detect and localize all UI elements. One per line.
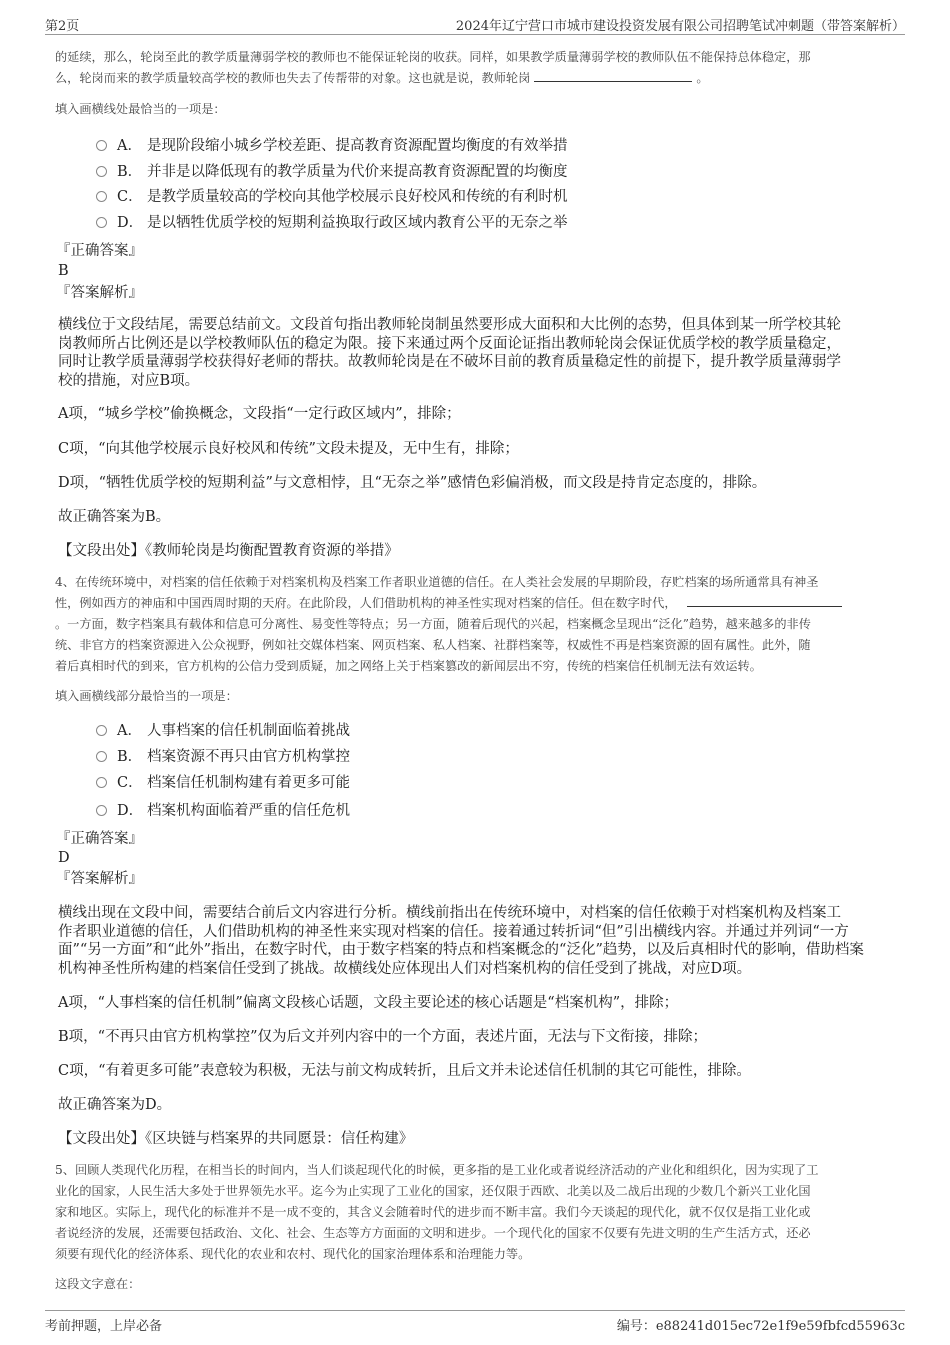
q3-tail-line-2: 么，轮岗而来的教学质量较高学校的教师也失去了传帮带的对象。这也就是说，教师轮岗 。 [55, 71, 709, 85]
q3-option-a[interactable]: A． 是现阶段缩小城乡学校差距、提高教育资源配置均衡度的有效举措 [96, 135, 568, 157]
q3-source: 【文段出处】《教师轮岗是均衡配置教育资源的举措》 [58, 543, 399, 559]
fill-blank [687, 594, 842, 607]
q4-analysis-label: 『答案解析』 [56, 871, 143, 887]
q4-explain-a: A项，“人事档案的信任机制”偏离文段核心话题，文段主要论述的核心话题是“档案机构”，排除； [58, 995, 679, 1011]
radio-icon[interactable] [96, 751, 107, 762]
footer-slogan: 考前押题，上岸必备 [45, 1319, 163, 1334]
page-header [45, 12, 905, 35]
q4-passage: 4、在传统环境中，对档案的信任依赖于对档案机构及档案工作者职业道德的信任。在人类社会发展的早期阶段，存贮档案的场所通常具有神圣 性，例如西方的神庙和中国西周时期的天府。在此阶段，人们借助机构的神圣性实现对档案的信任。但在数字时代， 。一方面，数字档案具有载体和信息可分离性、易变性等特点；另一方面，随着后现代的兴起，档案概念呈现出“泛化”趋势，越来越多的非传 统、非官方的档案资源进入公众视野，例如社交媒体档案、网页档案、私人档案、社群档案等，权威性不再是档案资源的固有属性。此外，随 着后真相时代的到来，官方机构的公信力受到质疑，加之网络上关于档案篡改的新闻层出不穷，传统的档案信任机制无法有效运转。 [55, 572, 897, 677]
q4-option-d[interactable]: D． 档案机构面临着严重的信任危机 [96, 800, 350, 822]
radio-icon[interactable] [96, 777, 107, 788]
q4-answer: D [58, 850, 70, 866]
q3-tail-line-1: 的延续，那么，轮岗至此的教学质量薄弱学校的教师也不能保证轮岗的收获。同样，如果教学质量薄弱学校的教师队伍不能保持总体稳定，那 [55, 50, 811, 64]
page-footer [45, 1310, 905, 1333]
page-number: 第2页 [45, 19, 80, 34]
radio-icon[interactable] [96, 805, 107, 816]
radio-icon[interactable] [96, 217, 107, 228]
q4-explain-b: B项，“不再只由官方机构掌控”仅为后文并列内容中的一个方面，表述片面，无法与下文衔接，排除； [58, 1029, 707, 1045]
q3-explain-d: D项，“牺牲优质学校的短期利益”与文意相悖，且“无奈之举”感情色彩偏消极，而文段是持肯定态度的，排除。 [58, 475, 767, 491]
q5-passage: 5、回顾人类现代化历程，在相当长的时间内，当人们谈起现代化的时候，更多指的是工业化或者说经济活动的产业化和组织化，因为实现了工 业化的国家，人民生活大多处于世界领先水平。迄今为止实现了工业化的国家，还仅限于西欧、北美以及二战后出现的少数几个新兴工业化国 家和地区。实际上，现代化的标准并不是一成不变的，其含义会随着时代的进步而不断丰富。我们今天谈起的现代化，就不仅仅是指工业化或 者说经济的发展，还需要包括政治、文化、社会、生态等方方面面的文明和进步。一个现代化的国家不仅要有先进文明的生产生活方式，还必 须要有现代化的经济体系、现代化的农业和农村、现代化的国家治理体系和治理能力等。 [55, 1163, 819, 1261]
q4-option-b[interactable]: B． 档案资源不再只由官方机构掌控 [96, 746, 350, 768]
q3-answer-label: 『正确答案』 [56, 243, 143, 259]
q4-conclusion: 故正确答案为D。 [58, 1097, 172, 1113]
q3-analysis: 横线位于文段结尾，需要总结前文。文段首句指出教师轮岗制虽然要形成大面积和大比例的态势，但具体到某一所学校其轮 岗教师所占比例还是以学校教师队伍的稳定为限。接下来通过两个反面论证指出教师轮岗会保证优质学校的教学质量稳定， 同时让教学质量薄弱学校获得好老师的帮扶。故教师轮岗是在不破坏目前的教育质量稳定性的前提下，提升教学质量薄弱学 校的措施，对应B项。 [58, 317, 841, 389]
q3-analysis-label: 『答案解析』 [56, 285, 143, 301]
q3-conclusion: 故正确答案为B。 [58, 509, 171, 525]
q3-prompt: 填入画横线处最恰当的一项是： [55, 102, 226, 116]
q3-option-b[interactable]: B． 并非是以降低现有的教学质量为代价来提高教育资源配置的均衡度 [96, 161, 568, 183]
fill-blank [534, 69, 692, 82]
radio-icon[interactable] [96, 725, 107, 736]
radio-icon[interactable] [96, 166, 107, 177]
radio-icon[interactable] [96, 140, 107, 151]
q4-option-a[interactable]: A． 人事档案的信任机制面临着挑战 [96, 720, 350, 742]
q3-option-c[interactable]: C． 是教学质量较高的学校向其他学校展示良好校风和传统的有利时机 [96, 186, 568, 208]
q4-source: 【文段出处】《区块链与档案界的共同愿景：信任构建》 [58, 1131, 414, 1147]
document-id: 编号：e88241d015ec72e1f9e59fbfcd55963c [616, 1319, 905, 1334]
q4-analysis: 横线出现在文段中间，需要结合前后文内容进行分析。横线前指出在传统环境中，对档案的信任依赖于对档案机构及档案工 作者职业道德的信任，人们借助机构的神圣性来实现对档案的信任。接着通过转折词“但”引出横线内容。并通过并列词“一方 面”“另一方面”和“此外”指出，在数字时代，由于数字档案的特点和档案概念的“泛化”趋势，以及后真相时代的影响，借助档案 机构神圣性所构建的档案信任受到了挑战。故横线处应体现出人们对档案机构的信任受到了挑战，对应D项。 [58, 905, 864, 977]
q4-explain-c: C项，“有着更多可能”表意较为积极，无法与前文构成转折，且后文并未论述信任机制的其它可能性，排除。 [58, 1063, 751, 1079]
q4-answer-label: 『正确答案』 [56, 831, 143, 847]
q3-explain-c: C项，“向其他学校展示良好校风和传统”文段未提及，无中生有，排除； [58, 441, 519, 457]
q3-answer: B [58, 263, 69, 279]
radio-icon[interactable] [96, 191, 107, 202]
document-title: 2024年辽宁营口市城市建设投资发展有限公司招聘笔试冲刺题（带答案解析） [455, 19, 905, 34]
q3-option-d[interactable]: D． 是以牺牲优质学校的短期利益换取行政区域内教育公平的无奈之举 [96, 212, 568, 234]
q4-option-c[interactable]: C． 档案信任机制构建有着更多可能 [96, 772, 350, 794]
q4-prompt: 填入画横线部分最恰当的一项是： [55, 689, 238, 703]
q5-prompt: 这段文字意在： [55, 1277, 141, 1291]
q3-passage-tail [55, 47, 895, 89]
q3-explain-a: A项，“城乡学校”偷换概念，文段指“一定行政区域内”，排除； [58, 406, 461, 422]
